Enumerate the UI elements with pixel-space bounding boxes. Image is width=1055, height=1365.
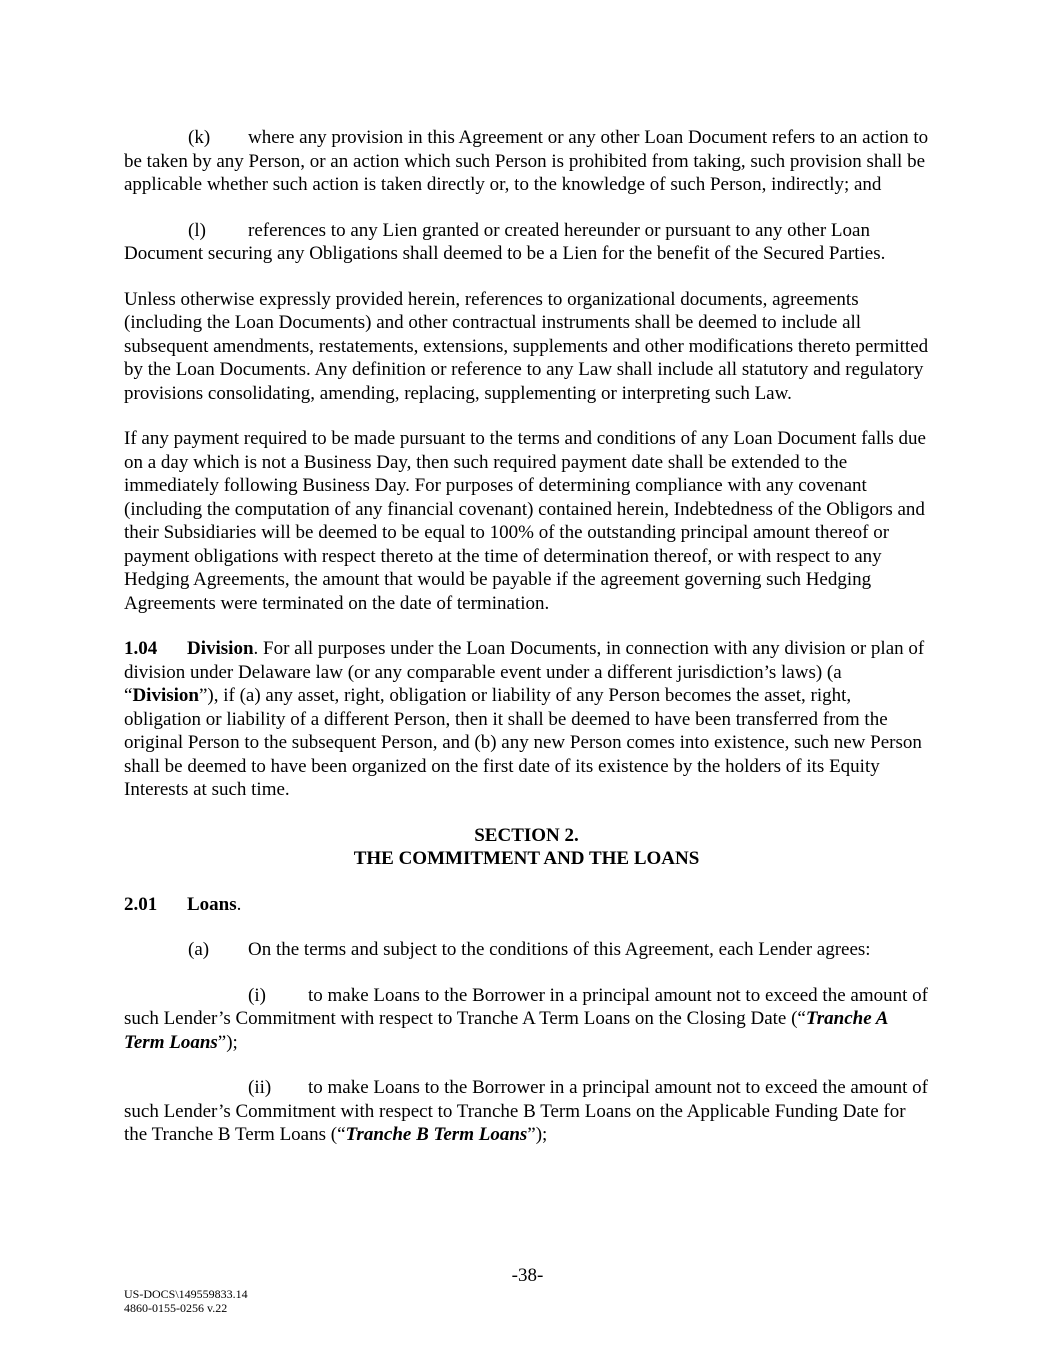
section-1-04-number: 1.04 bbox=[124, 638, 158, 659]
clause-l-rest: Document securing any Obligations shall deemed to be a Lien for the benefit of the Secured Parties. bbox=[124, 243, 886, 264]
clause-l-marker: (l) bbox=[188, 219, 206, 241]
clause-i bbox=[124, 984, 929, 1055]
section-2-01-title: Loans bbox=[187, 893, 237, 915]
section-1-04-defined-term: Division bbox=[132, 685, 199, 706]
clause-ii-rest-a: amount of such Lender’s Commitment with respect to Tranche B Term Loans on the Applicable Funding Date for the Tranche B Term Loans (“ bbox=[124, 1077, 928, 1145]
footer-version: 4860-0155-0256 v.22 bbox=[124, 1301, 228, 1315]
section-2-heading bbox=[124, 824, 929, 871]
section-1-04-text-a: . For all purposes under the Loan Documents, in connection with any division or plan of division under Delaware law (or any comparable event under a different jurisdiction’s laws) (a “ bbox=[124, 638, 925, 706]
clause-a bbox=[124, 938, 929, 962]
clause-i-rest-a: amount of such Lender’s Commitment with respect to Tranche A Term Loans on the Closing Date (“ bbox=[124, 984, 928, 1029]
paragraph-payment: If any payment required to be made pursuant to the terms and conditions of any Loan Document falls due on a day which is not a Business Day, then such required payment date shall be extended to the immediately following Business Day. For purposes of determining compliance with any covenant (including the computation of any financial covenant) contained herein, Indebtedness of the Obligors and their Subsidiaries will be deemed to be equal to 100% of the outstanding principal amount thereof or payment obligations with respect thereto at the time of determination thereof, or with respect to any Hedging Agreements, the amount that would be payable if the agreement governing such Hedging Agreements were terminated on the date of termination. bbox=[124, 428, 926, 614]
clause-k bbox=[124, 126, 929, 197]
clause-i-rest-b: ”); bbox=[217, 1031, 238, 1053]
clause-l-first-line: references to any Lien granted or created hereunder or pursuant to any other Loan bbox=[248, 219, 870, 241]
section-1-04 bbox=[124, 637, 929, 802]
clause-k-rest: action to be taken by any Person, or an action which such Person is prohibited from taking, such provision shall be applicable whether such action is taken directly or, to the knowledge of such Person, indirectly; and bbox=[124, 127, 929, 195]
page-number: -38- bbox=[511, 1265, 544, 1286]
section-2-01-number: 2.01 bbox=[124, 893, 158, 915]
clause-i-term: Tranche A Term Loans bbox=[124, 1008, 888, 1053]
section-2-line2: THE COMMITMENT AND THE LOANS bbox=[353, 848, 700, 869]
section-1-04-text-b: ”), if (a) any asset, right, obligation or liability of any Person becomes the asset, right, obligation or liability of a different Person, then it shall be deemed to have been transferred from the original Person to the subsequent Person, and (b) any new Person comes into existence, such new Person shall be deemed to have been organized on the first date of its existence by the holders of its Equity Interests at such time. bbox=[124, 685, 922, 800]
clause-i-first-line: to make Loans to the Borrower in a principal amount not to exceed the bbox=[308, 984, 846, 1006]
clause-ii-marker: (ii) bbox=[248, 1077, 272, 1098]
clause-a-marker: (a) bbox=[188, 939, 210, 960]
section-2-01 bbox=[124, 893, 929, 917]
clause-k-marker: (k) bbox=[188, 127, 211, 148]
clause-ii bbox=[124, 1076, 929, 1147]
clause-ii-rest-b: ”); bbox=[527, 1124, 548, 1145]
clause-l bbox=[124, 219, 929, 266]
section-1-04-title: Division bbox=[187, 638, 254, 659]
document-page bbox=[124, 126, 929, 1169]
clause-ii-first-line: to make Loans to the Borrower in a principal amount not to exceed the bbox=[308, 1077, 846, 1098]
clause-a-text: On the terms and subject to the conditions of this Agreement, each Lender agrees: bbox=[248, 939, 871, 960]
clause-ii-term: Tranche B Term Loans bbox=[345, 1124, 528, 1145]
clause-k-first-line: where any provision in this Agreement or any other Loan Document refers to an bbox=[248, 127, 858, 148]
document-footer bbox=[124, 1287, 248, 1315]
section-2-line1: SECTION 2. bbox=[474, 824, 579, 846]
footer-doc-id: US-DOCS\149559833.14 bbox=[124, 1287, 248, 1301]
section-2-01-period: . bbox=[236, 893, 242, 915]
clause-i-marker: (i) bbox=[248, 984, 266, 1006]
paragraph-unless: Unless otherwise expressly provided herein, references to organizational documents, agreements (including the Loan Documents) and other contractual instruments shall be deemed to include all subsequent amendments, restatements, extensions, supplements and other modifications thereto permitted by the Loan Documents. Any definition or reference to any Law shall include all statutory and regulatory provisions consolidating, amending, replacing, supplementing or interpreting such Law. bbox=[124, 288, 929, 404]
